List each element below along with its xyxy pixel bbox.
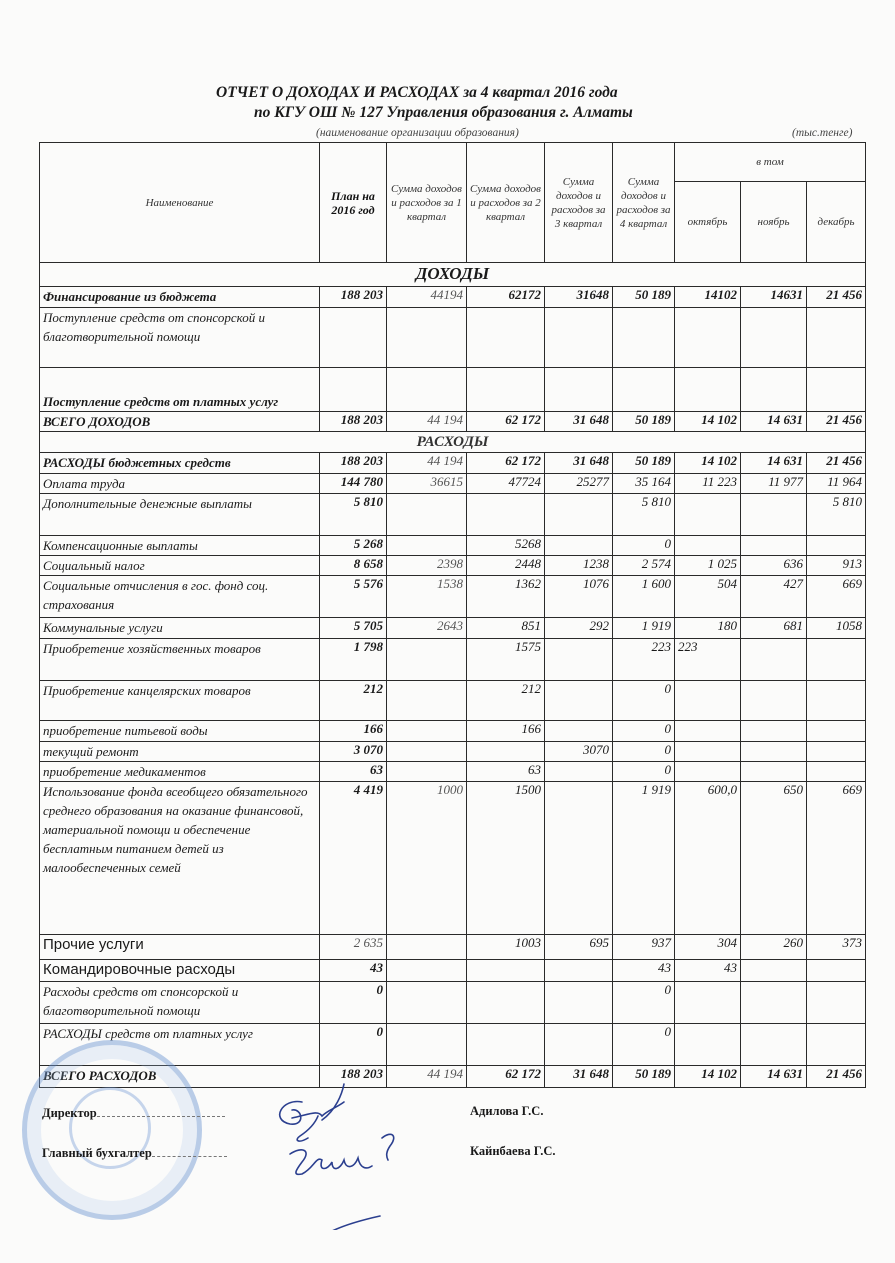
table-row: Командировочные расходы 43 43 43 [40, 960, 866, 982]
col-header-q1: Сумма доходов и расходов за 1 квартал [387, 143, 467, 263]
table-row-total-expenses: ВСЕГО РАСХОДОВ 188 203 44 194 62 172 31 648 50 189 14 102 14 631 21 456 [40, 1066, 866, 1088]
table-row: Коммунальные услуги 5 705 2643 851 292 1 919 180 681 1058 [40, 618, 866, 639]
director-signature-line [42, 1106, 225, 1121]
unit-label: (тыс.тенге) [792, 127, 853, 139]
table-row: Социальный налог 8 658 2398 2448 1238 2 574 1 025 636 913 [40, 556, 866, 576]
table-row: приобретение питьевой воды 166 166 0 [40, 721, 866, 742]
table-row-total-income: ВСЕГО ДОХОДОВ 188 203 44 194 62 172 31 648 50 189 14 102 14 631 21 456 [40, 412, 866, 432]
table-row: Социальные отчисления в гос. фонд соц. страхования 5 576 1538 1362 1076 1 600 504 427 669 [40, 576, 866, 618]
table-row: РАСХОДЫ средств от платных услуг 0 0 [40, 1024, 866, 1066]
table-row: текущий ремонт 3 070 3070 0 [40, 742, 866, 762]
section-expenses: РАСХОДЫ [40, 432, 866, 453]
section-income: ДОХОДЫ [40, 263, 866, 287]
col-header-plan: План на 2016 год [320, 143, 387, 263]
col-header-name: Наименование [40, 143, 320, 263]
col-header-october: октябрь [675, 182, 741, 263]
director-name: Адилова Г.С. [470, 1104, 544, 1118]
col-header-december: декабрь [807, 182, 866, 263]
table-row: Компенсационные выплаты 5 268 5268 0 [40, 536, 866, 556]
table-row: Оплата труда 144 780 36615 47724 25277 35 164 11 223 11 977 11 964 [40, 474, 866, 494]
accountant-signature-line [42, 1146, 227, 1161]
table-row: Приобретение канцелярских товаров 212 212 0 [40, 681, 866, 721]
table-row: Прочие услуги 2 635 1003 695 937 304 260 373 [40, 935, 866, 960]
table-row: Дополнительные денежные выплаты 5 810 5 810 5 810 [40, 494, 866, 536]
col-header-q2: Сумма доходов и расходов за 2 квартал [467, 143, 545, 263]
table-row: Использование фонда всеобщего обязательного среднего образования на оказание финансовой, материальной помощи и обеспечение бесплатным питанием детей из малообеспеченных семей 4 419 1000 1500 1 919 600,0 650 669 [40, 782, 866, 935]
accountant-name: Кайнбаева Г.С. [470, 1144, 556, 1158]
income-expense-table [39, 142, 866, 1088]
table-row: Поступление средств от платных услуг [40, 368, 866, 412]
director-label: Директор [42, 1106, 97, 1120]
handwritten-signatures-icon [262, 1080, 412, 1230]
official-stamp [22, 1040, 202, 1220]
col-header-november: ноябрь [741, 182, 807, 263]
report-subtitle: по КГУ ОШ № 127 Управления образования г. Алматы [254, 104, 633, 121]
col-header-including: в том [675, 143, 866, 182]
table-row: приобретение медикаментов 63 63 0 [40, 762, 866, 782]
col-header-q3: Сумма доходов и расходов за 3 квартал [545, 143, 613, 263]
accountant-label: Главный бухгалтер [42, 1146, 152, 1160]
table-row: Финансирование из бюджета 188 203 44194 62172 31648 50 189 14102 14631 21 456 [40, 287, 866, 308]
table-row: Расходы средств от спонсорской и благотворительной помощи 0 0 [40, 982, 866, 1024]
col-header-q4: Сумма доходов и расходов за 4 квартал [613, 143, 675, 263]
table-row: Поступление средств от спонсорской и благотворительной помощи [40, 308, 866, 368]
table-row: РАСХОДЫ бюджетных средств 188 203 44 194 62 172 31 648 50 189 14 102 14 631 21 456 [40, 453, 866, 474]
table-row: Приобретение хозяйственных товаров 1 798 1575 223 223 [40, 639, 866, 681]
report-title: ОТЧЕТ О ДОХОДАХ И РАСХОДАХ за 4 квартал 2016 года [216, 84, 618, 101]
org-name-note: (наименование организации образования) [316, 127, 519, 139]
